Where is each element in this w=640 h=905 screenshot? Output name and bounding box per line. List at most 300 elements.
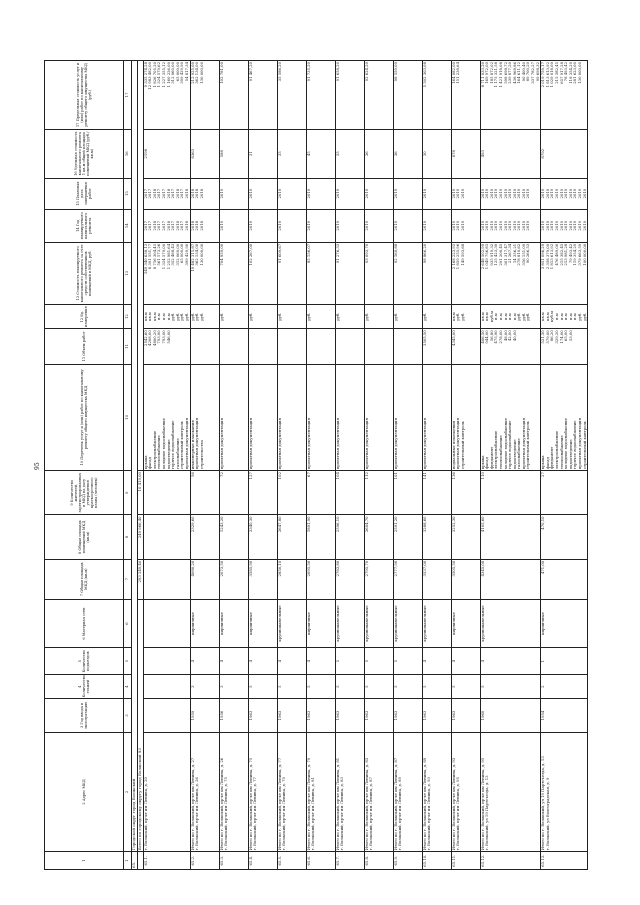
row-limits-line: 91 735,20 [305,62,311,82]
row-premises [143,515,190,559]
address-line: Итого по г. Волжский, пр-кт им Ленина, д. 27 [189,757,195,851]
row-costs-line: 90 266,53 [525,243,531,264]
row-works-line: проектная документация [455,418,461,470]
row-area: 2795,70 [364,559,393,599]
row-area: 3537,00 [422,559,451,599]
row-units-line: п.м [558,313,564,320]
row-volumes-line: 475,90 [493,330,499,344]
row-years-line: 2019 [247,220,253,231]
table-row [219,61,248,870]
row-limits-line: 54 817,34 [183,62,189,82]
row-works-line: строительный контроль [581,421,587,470]
row-years [364,209,393,242]
row-completion-line: 2018 [174,188,180,199]
row-floors: 5 [480,674,541,698]
row-completion-line: 2017 [147,188,153,199]
row-limits-line: 312 060,00 [170,62,176,84]
row-built-year: 1963 [364,699,393,732]
row-completion-line: 2019 [455,188,461,199]
row-built-year: 1959 [190,699,219,732]
row-years-line: 2019 [502,220,508,231]
row-limits [248,61,277,130]
row-limits-line: 118 354,29 [567,62,573,84]
column-number: 3 [124,699,132,732]
row-works-line: крыша [479,455,485,470]
column-number: 8 [124,515,132,559]
row-units-line: куб.м [549,311,555,323]
row-years-line: 2019 [577,220,582,231]
row-years [451,209,480,242]
row-completion-line: 2019 [421,188,427,199]
row-years-line: 2019 [305,220,311,231]
row-built-year: 1963 [248,699,277,732]
section-id: 65. [132,852,138,870]
row-completion-line: 2018 [189,188,195,199]
column-number: 6 [124,599,132,648]
column-number: 9 [124,471,132,515]
row-completion-line: 2017 [170,188,176,199]
row-completion-line: 2019 [554,188,560,199]
total-premises: 249 966,40 [137,515,143,559]
row-works-line: проектная документация [363,418,369,470]
row-built-year: 1954 [541,699,588,732]
row-volumes [190,329,219,364]
row-id: 65.12. [480,852,541,870]
table-row [422,61,451,870]
row-address [364,732,393,852]
row-limits-line: 164 611,12 [516,62,522,84]
row-costs [219,242,248,304]
row-walls: кирпичные [541,599,588,648]
row-address [248,732,277,852]
row-costs-line: 549 340 638,13 [142,243,148,275]
address-line: г. Волжский, ул Волгоградская, д. 9 [544,777,550,851]
row-volumes-line [278,330,283,362]
row-residents [143,471,190,515]
row-walls: крупнопанельные [277,599,306,648]
row-costs-line: 98 866,20 [421,243,427,264]
row-limits-line: 8 711 033,20 [479,62,485,88]
row-address [219,732,248,852]
row-limits [451,61,480,130]
row-units-line: п.м [554,313,560,320]
column-header: 1 [45,852,124,870]
row-units-line: руб. [218,312,224,321]
row-works [248,364,277,470]
row-volumes [422,329,451,364]
row-works-line: теплоснабжение [156,435,162,470]
row-address [480,732,541,852]
row-limits-line: 102 781,00 [218,62,224,84]
row-area: 2783,80 [335,559,364,599]
row-years-line: 2017 [147,220,153,231]
row-limits [335,61,364,130]
address-line: Итого по г. Волжский, ул 19 Партсъезда, д. 13 [540,756,546,851]
row-walls: кирпичные [190,599,219,648]
row-completion-line: 2019 [507,188,513,199]
row-works-line: строительный контроль [459,421,465,470]
row-completion [219,178,248,209]
row-years-line: 2017 [179,220,185,231]
row-years-line: 2019 [488,220,494,231]
row-years-line: 2019 [540,220,546,231]
row-units-line: кв.м [151,312,157,321]
row-costs [451,242,480,304]
row-limits-line: 212 925,00 [189,62,195,84]
row-units-line: п.м [493,313,499,320]
row-completion [143,178,190,209]
row-volumes-line: 579,00 [544,330,550,344]
row-limits-line: 239 877,20 [507,62,513,84]
row-volumes [143,329,190,364]
row-years-line: 2018 [189,220,195,231]
row-works-line: фундамент [488,446,494,470]
row-completion-line: 2019 [563,188,569,199]
row-costs-line: 92 160,88 [392,243,398,264]
row-residents: 104 [335,471,364,515]
row-volumes [335,329,364,364]
row-works-line: холодное водоснабжение [160,418,166,470]
row-limits-line: 362 134,00 [194,62,200,84]
row-limits-line: 1 029 018,00 [549,62,555,88]
row-costs [393,242,422,304]
row-works-line: строительство [198,440,204,470]
row-completion-line: 2019 [450,188,456,199]
row-area: 2777,90 [393,559,422,599]
row-years-line: 2018 [165,220,171,231]
column-header: 11 Объем работ [45,329,124,364]
row-unit-cost: 878 [451,129,480,178]
row-units [335,304,364,328]
row-units [364,304,393,328]
row-costs [190,242,219,304]
row-volumes [451,329,480,364]
row-limits-line: 215 382,45 [554,62,560,84]
row-volumes-line: 42,00 [507,330,513,342]
row-volumes-line [185,330,190,362]
row-costs-line: 362 134,00 [194,243,200,266]
row-limits-line: 438 968,86 [511,62,517,84]
row-years-line: 2019 [520,220,526,231]
row-id: 65.11. [451,852,480,870]
column-number: 16 [124,129,132,178]
row-years-line: 2019 [581,220,587,231]
row-walls: крупнопанельные [422,599,451,648]
row-completion [451,178,480,209]
row-volumes [219,329,248,364]
row-completion [277,178,306,209]
column-header: 4 Количество этажей [45,674,124,698]
column-header: 17 Предельная стоимость услуг и (или) работ по капитальному ремонту общего имущества МКД (руб.) [45,61,124,130]
address-line: г. Волжский, пр-кт им Ленина, д. 26 [194,777,200,851]
row-costs-line: 215 382,45 [558,243,564,266]
row-volumes-line: 793,00 [160,330,166,344]
row-works-line: проектная документация [276,418,282,470]
row-works-line: крыша [142,455,148,470]
row-residents: 112 [364,471,393,515]
row-volumes-line: 2542,60 [142,330,148,346]
row-limits-line: 1 175 321,58 [493,62,499,88]
table-row [480,61,541,870]
row-units-line: п.м [160,313,166,320]
row-costs-line: 21 267,34 [507,243,513,264]
row-residents: 56 [190,471,219,515]
address-line: Итого по г. Волжский, пр-кт им Ленина, д. 87 [392,757,398,851]
row-built-year: 1963 [335,699,364,732]
row-completion-line: 2018 [198,188,204,199]
row-built-year [143,699,190,732]
row-completion-line: 2019 [484,188,490,199]
row-limits [393,61,422,130]
row-units-line: руб. [363,312,369,321]
row-works [541,364,588,470]
row-costs-line: 291 200,45 [497,243,503,266]
column-number: 14 [124,209,132,242]
row-completion-line: 2017 [160,188,166,199]
row-area: 4080,20 [190,559,219,599]
row-entrances: 1 [541,648,588,675]
row-completion-line: 2019 [493,188,499,199]
row-floors: 5 [306,674,335,698]
row-units-line: п.м [507,313,513,320]
row-limits-line: 185 872,02 [488,62,494,84]
row-works-line: строительный контроль [179,421,185,470]
row-volumes [541,329,588,364]
row-volumes [277,329,306,364]
row-entrances: 4 [480,648,541,675]
row-limits-line: 164 082,00 [450,62,456,84]
row-address [190,732,219,852]
row-unit-cost: 588 [219,129,248,178]
row-volumes-line: 65,00 [563,330,569,342]
row-completion-line: 2019 [334,188,340,199]
row-units-line: руб. [392,312,398,321]
row-floors: 3 [190,674,219,698]
row-units [422,304,451,328]
row-built-year: 1956 [219,699,248,732]
row-entrances: 4 [422,648,451,675]
row-years-line: 2018 [194,220,200,231]
row-works-line: подвальные помещения [450,420,456,470]
row-costs [248,242,277,304]
row-volumes [248,329,277,364]
row-costs-line: 65 000,00 [179,243,185,264]
row-id: 65.5. [277,852,306,870]
column-number: 4 [124,674,132,698]
row-costs-line: 316 151,09 [520,243,526,266]
row-built-year: 1963 [393,699,422,732]
row-volumes-line [336,330,341,362]
row-residents: 102 [277,471,306,515]
row-units-line: п.м [502,313,508,320]
row-years [143,209,190,242]
row-years-line: 2019 [554,220,560,231]
row-works [306,364,335,470]
column-header: 2 Адрес МКД [45,732,124,852]
row-years-line: 2019 [392,220,398,231]
row-volumes-line [220,330,225,362]
row-costs-line: 399 429,90 [183,243,189,266]
row-years-line: 2019 [484,220,490,231]
row-costs [143,242,190,304]
row-works-line: строительный контроль [525,421,531,470]
row-works-line: проектная документация [520,418,526,470]
row-years-line: 2019 [549,220,555,231]
row-works-line: водоотведение [165,439,171,470]
column-header: 10 Перечень услуг и (или) работ по капитальному ремонту общего имущества МКД [45,364,124,470]
row-costs-line: 704 959,00 [218,243,224,266]
row-volumes-line: 793,00 [156,330,162,344]
row-years-line: 2017 [160,220,166,231]
row-volumes-line: 86,20 [549,330,555,342]
row-limits [422,61,451,130]
address-line: г. Волжский, пр-кт им Ленина, д. 20 [142,777,148,851]
table-row [143,61,190,870]
row-costs-line: 125 423,30 [493,243,499,266]
row-works-line: газоснабжение [174,438,180,470]
row-works-line: проектная документация [334,418,340,470]
row-units [143,304,190,328]
row-works [393,364,422,470]
row-limits-line: 130 000,00 [198,62,204,84]
row-costs-line: 149 593,68 [459,243,465,266]
row-costs [422,242,451,304]
row-id: 65.4. [248,852,277,870]
row-units [219,304,248,328]
row-premises: 1891,90 [306,515,335,559]
row-works-line: электроснабжение [554,430,560,470]
column-header: 7 Общая площадь МКД (кв.м) [45,559,124,599]
row-volumes [306,329,335,364]
row-area [143,559,190,599]
row-works-line: горячее водоснабжение [507,420,513,470]
address-line: г. Волжский, пр-кт им Ленина, д. 95 [455,777,461,851]
row-costs-line: 91 609,67 [276,243,282,264]
row-units-line: руб. [581,312,587,321]
row-limits [219,61,248,130]
row-id: 65.6. [306,852,335,870]
row-built-year: 1963 [277,699,306,732]
row-costs [541,242,588,304]
row-works [422,364,451,470]
row-costs-line: 1 252 981,64 [165,243,171,270]
row-works-line: фундамент [549,446,555,470]
table-row [248,61,277,870]
row-limits-line: 98 559,00 [392,62,398,82]
row-unit-cost: 8792 [541,129,588,178]
row-limits [190,61,219,130]
row-floors: 5 [364,674,393,698]
row-unit-cost: 493 [480,129,541,178]
row-years [480,209,541,242]
page-number: 95 [34,462,41,470]
row-floors: 5 [422,674,451,698]
row-completion [335,178,364,209]
row-units-line: руб. [183,312,189,321]
row-completion-line: 2019 [511,188,517,199]
row-residents: 141 [422,471,451,515]
row-units-line: кв.м [484,312,490,321]
row-costs-line: 476 489,00 [554,243,560,266]
rotated-sheet [30,60,590,870]
row-premises: 3340,30 [248,515,277,559]
row-completion-line: 2019 [305,188,311,199]
row-volumes-line [583,330,588,362]
row-completion-line: 2019 [525,188,531,199]
row-residents: 27 [541,471,588,515]
column-number: 12 [124,304,132,328]
table-row [541,61,588,870]
row-units-line: руб. [421,312,427,321]
table-body [132,61,588,870]
row-residents: 110 [480,471,541,515]
row-units-line: п.м [563,313,569,320]
row-address [451,732,480,852]
row-years-line: 2019 [563,220,569,231]
row-costs-line: 79 493,42 [567,243,573,264]
table-row [393,61,422,870]
address-line: г. Волжский, пр-кт им Ленина, д. 75 [223,777,229,851]
row-built-year: 1963 [422,699,451,732]
row-volumes-line: 4208,00 [147,330,153,346]
row-completion-line: 2019 [392,188,398,199]
row-limits-line: 169 972,00 [484,62,490,84]
row-units-line: руб. [247,312,253,321]
row-volumes [364,329,393,364]
row-units [248,304,277,328]
address-line: Итого по г. Волжский, пр-кт им Ленина, д. 77 [276,757,282,851]
row-limits [277,61,306,130]
row-floors: 3 [219,674,248,698]
row-costs-line: 14 356,21 [511,243,517,264]
row-works-line: инженерные изыскания [189,420,195,470]
row-limits-line: 130 000,00 [577,62,582,84]
address-line: Итого по г. Волжский, пр-кт им Ленина, д. 93 [450,757,456,851]
row-costs-line: 100 000,00 [581,243,587,266]
row-limits-line: 99 698,32 [534,62,540,82]
column-header: 8 Общая площадь помещений МКД (кв.м) [45,515,124,559]
row-units [451,304,480,328]
row-units-line: руб. [577,312,582,321]
row-limits-line: 9 335 274,28 [142,62,148,88]
row-entrances: 5 [393,648,422,675]
row-units-line: руб. [194,312,200,321]
row-units-line: руб. [459,312,465,321]
column-number: 2 [124,732,132,852]
row-units-line: п.м [165,313,171,320]
table-row [335,61,364,870]
row-costs-line: 2 648 502,99 [479,243,485,270]
row-id: 65.2. [190,852,219,870]
row-walls: крупнопанельные [364,599,393,648]
column-number-row [124,61,132,870]
row-built-year: 1963 [451,699,480,732]
row-units-line: руб. [179,312,185,321]
row-floors: 5 [393,674,422,698]
row-years-line: 2019 [421,220,427,231]
row-years-line: 2019 [276,220,282,231]
row-premises: 4105,60 [480,515,541,559]
row-works-line: проектная документация [421,418,427,470]
row-years-line: 2018 [151,220,157,231]
row-works-line: проектная документация [218,418,224,470]
row-completion [541,178,588,209]
row-volumes-line [365,330,370,362]
row-completion-line: 2018 [151,188,157,199]
column-number: 7 [124,559,132,599]
row-units-line: п.м [567,313,573,320]
row-area: 4345,00 [480,559,541,599]
